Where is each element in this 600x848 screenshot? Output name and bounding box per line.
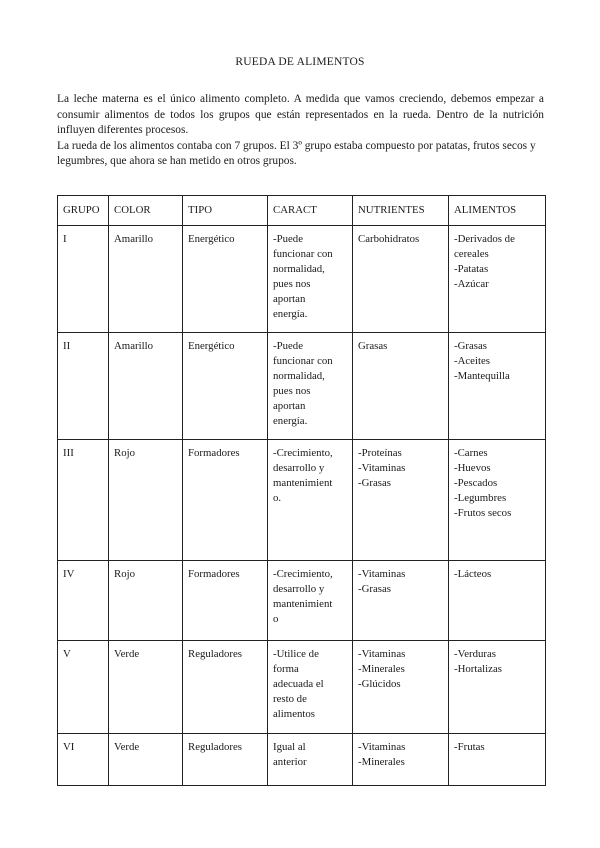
cell-alimentos xyxy=(449,226,546,333)
cell-line: -Grasas xyxy=(358,583,391,595)
cell-line: resto de xyxy=(273,693,307,705)
cell-tipo: Energético xyxy=(183,333,268,440)
cell-line: normalidad, xyxy=(273,370,325,382)
cell-line: -Frutos secos xyxy=(454,507,512,519)
cell-nutrientes xyxy=(353,333,449,440)
page-title: RUEDA DE ALIMENTOS xyxy=(235,56,365,68)
cell-color: Verde xyxy=(109,641,183,734)
cell-line: pues nos xyxy=(273,385,311,397)
cell-line: -Proteínas xyxy=(358,447,402,459)
intro-text xyxy=(57,92,544,170)
cell-line: desarrollo y xyxy=(273,583,325,595)
cell-color: Rojo xyxy=(109,561,183,641)
cell-line: -Pescados xyxy=(454,477,498,489)
cell-line: -Carnes xyxy=(454,447,488,459)
cell-line: -Minerales xyxy=(358,756,405,768)
cell-line: Igual al xyxy=(273,741,306,753)
cell-line: aportan xyxy=(273,400,306,412)
cell-line: -Grasas xyxy=(358,477,391,489)
cell-line: anterior xyxy=(273,756,307,768)
cell-line: -Grasas xyxy=(454,340,487,352)
cell-grupo: VI xyxy=(58,734,109,786)
table-row xyxy=(58,226,546,333)
cell-nutrientes xyxy=(353,440,449,561)
cell-grupo: I xyxy=(58,226,109,333)
column-header-color: COLOR xyxy=(109,196,183,226)
column-header-alimentos: ALIMENTOS xyxy=(449,196,546,226)
column-header-grupo: GRUPO xyxy=(58,196,109,226)
cell-caract xyxy=(268,734,353,786)
cell-line: -Huevos xyxy=(454,462,491,474)
food-groups-table xyxy=(57,195,546,786)
cell-line: -Puede xyxy=(273,233,303,245)
cell-line: -Mantequilla xyxy=(454,370,510,382)
cell-grupo: III xyxy=(58,440,109,561)
table-row xyxy=(58,440,546,561)
cell-color: Amarillo xyxy=(109,333,183,440)
cell-line: alimentos xyxy=(273,708,315,720)
cell-line: normalidad, xyxy=(273,263,325,275)
cell-line: forma xyxy=(273,663,299,675)
column-header-nutrientes: NUTRIENTES xyxy=(353,196,449,226)
column-header-caract: CARACT xyxy=(268,196,353,226)
cell-line: -Vitaminas xyxy=(358,462,406,474)
cell-line: -Vitaminas xyxy=(358,568,406,580)
cell-caract xyxy=(268,561,353,641)
cell-line: -Minerales xyxy=(358,663,405,675)
cell-line: -Lácteos xyxy=(454,568,492,580)
cell-line: -Crecimiento, xyxy=(273,568,333,580)
cell-line: -Verduras xyxy=(454,648,496,660)
cell-line: -Derivados de xyxy=(454,233,515,245)
cell-line: pues nos xyxy=(273,278,311,290)
cell-line: -Frutas xyxy=(454,741,485,753)
cell-line: funcionar con xyxy=(273,248,333,260)
cell-line: o xyxy=(273,613,279,625)
table-header-row xyxy=(58,196,546,226)
table-row xyxy=(58,734,546,786)
cell-alimentos xyxy=(449,561,546,641)
cell-nutrientes xyxy=(353,561,449,641)
cell-color: Amarillo xyxy=(109,226,183,333)
cell-caract xyxy=(268,333,353,440)
cell-line: mantenimient xyxy=(273,477,333,489)
cell-alimentos xyxy=(449,440,546,561)
cell-line: -Patatas xyxy=(454,263,489,275)
cell-grupo: II xyxy=(58,333,109,440)
cell-line: energía. xyxy=(273,308,308,320)
cell-tipo: Energético xyxy=(183,226,268,333)
cell-nutrientes xyxy=(353,226,449,333)
cell-nutrientes xyxy=(353,641,449,734)
cell-line: -Aceites xyxy=(454,355,490,367)
intro-paragraph-1: La leche materna es el único alimento completo. A medida que vamos creciendo, debemos empezar a consumir alimentos de todos los grupos que están representados en la rueda. Dentro de la nutrición influyen diferentes procesos. xyxy=(57,93,544,137)
cell-caract xyxy=(268,641,353,734)
cell-alimentos xyxy=(449,734,546,786)
cell-caract xyxy=(268,440,353,561)
cell-line: -Crecimiento, xyxy=(273,447,333,459)
cell-line: -Utilice de xyxy=(273,648,319,660)
cell-alimentos xyxy=(449,333,546,440)
cell-line: adecuada el xyxy=(273,678,324,690)
cell-line: o. xyxy=(273,492,282,504)
cell-line: -Puede xyxy=(273,340,303,352)
table-row xyxy=(58,333,546,440)
cell-line: mantenimient xyxy=(273,598,333,610)
cell-tipo: Formadores xyxy=(183,440,268,561)
cell-color: Verde xyxy=(109,734,183,786)
cell-line: Carbohidratos xyxy=(358,233,420,245)
cell-tipo: Formadores xyxy=(183,561,268,641)
cell-tipo: Reguladores xyxy=(183,734,268,786)
cell-line: -Glúcidos xyxy=(358,678,401,690)
cell-line: aportan xyxy=(273,293,306,305)
cell-line: funcionar con xyxy=(273,355,333,367)
cell-tipo: Reguladores xyxy=(183,641,268,734)
cell-color: Rojo xyxy=(109,440,183,561)
cell-line: cereales xyxy=(454,248,489,260)
cell-grupo: IV xyxy=(58,561,109,641)
cell-alimentos xyxy=(449,641,546,734)
cell-line: -Azúcar xyxy=(454,278,489,290)
cell-grupo: V xyxy=(58,641,109,734)
cell-line: desarrollo y xyxy=(273,462,325,474)
table-row xyxy=(58,641,546,734)
cell-line: energía. xyxy=(273,415,308,427)
cell-line: -Vitaminas xyxy=(358,648,406,660)
cell-line: -Vitaminas xyxy=(358,741,406,753)
column-header-tipo: TIPO xyxy=(183,196,268,226)
cell-caract xyxy=(268,226,353,333)
cell-line: -Legumbres xyxy=(454,492,507,504)
cell-line: -Hortalizas xyxy=(454,663,502,675)
table-row xyxy=(58,561,546,641)
cell-nutrientes xyxy=(353,734,449,786)
cell-line: Grasas xyxy=(358,340,388,352)
intro-paragraph-2: La rueda de los alimentos contaba con 7 grupos. El 3º grupo estaba compuesto por patatas, frutos secos y legumbres, que ahora se han metido en otros grupos. xyxy=(57,139,536,168)
